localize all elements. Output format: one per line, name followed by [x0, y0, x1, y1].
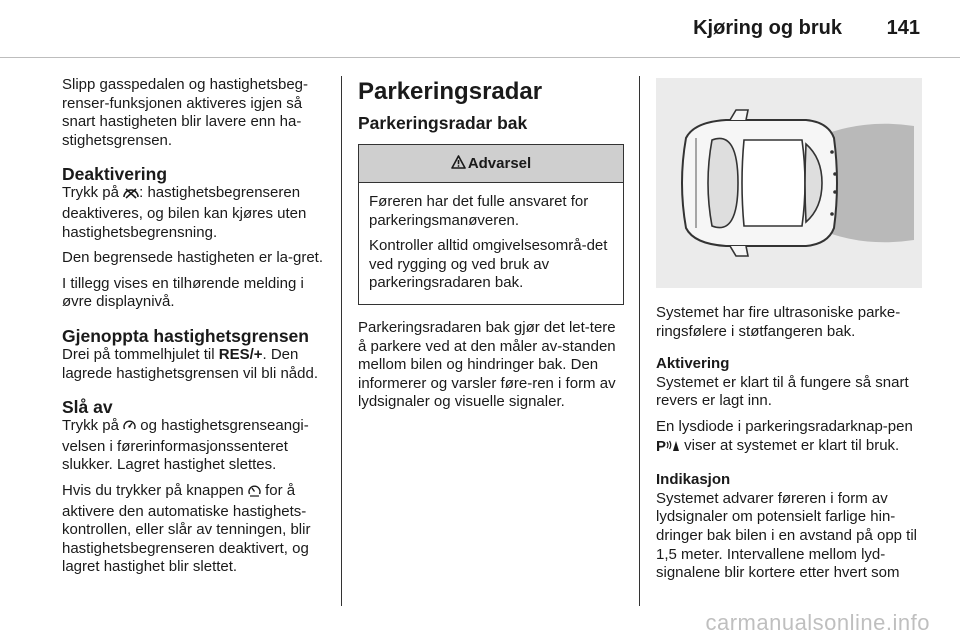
header-divider — [0, 57, 960, 58]
deactivate-paragraph-1: Trykk på : hastighetsbegrenseren deaktiveres, og bilen kan kjøres uten hastighetsbegrensning. — [62, 184, 307, 241]
speed-limiter-icon — [123, 419, 136, 438]
off-paragraph-2: Hvis du trykker på knappen for å aktivere den automatiske hastighets-kontrollen, eller slår av tenningen, blir hastighetsbegrenseren deaktivert, og lagret hastighet blir slettet. — [62, 481, 311, 576]
heading-indication: Indikasjon — [656, 471, 731, 489]
watermark: carmanualsonline.info — [705, 610, 930, 635]
warning-paragraph-2: Kontroller alltid omgivelsesområ-det ved rygging og ved bruk av parkeringsradaren bak. — [369, 237, 608, 292]
column-divider-1 — [341, 76, 342, 606]
sensors-paragraph: Systemet har fire ultrasoniske parke-ringsfølere i støtfangeren bak. — [656, 304, 901, 340]
heading-deactivate: Deaktivering — [62, 164, 168, 185]
column-right — [656, 76, 924, 590]
page-header — [0, 0, 960, 58]
warning-paragraph-1: Føreren har det fulle ansvaret for parkeringsmanøveren. — [369, 193, 589, 229]
page-number: 141 — [886, 17, 920, 39]
deactivate-paragraph-2: Den begrensede hastigheten er la-gret. — [62, 249, 324, 267]
main-heading-parking-radar: Parkeringsradar — [358, 78, 543, 105]
intro-paragraph: Slipp gasspedalen og hastighetsbeg-renser-funksjonen aktiveres igjen så snart hastigheten blir lavere enn ha-stighetsgrensen. — [62, 76, 309, 149]
indication-paragraph: Systemet advarer føreren i form av lydsignaler om potensielt farlige hin-dringer bak bilen i en avstand på opp til 1,5 meter. Intervallene mellom lyd-signalene blir kortere etter hvert som — [656, 489, 918, 582]
speed-limiter-off-icon — [123, 186, 139, 205]
svg-text:P: P — [656, 437, 667, 452]
section-title: Kjøring og bruk — [693, 17, 842, 39]
warning-box — [358, 144, 624, 305]
heading-off: Slå av — [62, 397, 113, 418]
parking-radar-icon — [656, 438, 680, 458]
resume-paragraph: Drei på tommelhjulet til RES/+. Den lagrede hastighetsgrensen vil bli nådd. — [62, 345, 319, 382]
warning-label: Advarsel — [467, 155, 532, 172]
warning-triangle-icon — [451, 155, 466, 173]
off-paragraph-1: Trykk på og hastighetsgrenseangi-velsen i førerinformasjonssenteret slukker. Lagret hastighet slettes. — [62, 417, 309, 474]
warning-header — [359, 145, 623, 183]
column-middle — [358, 76, 624, 419]
warning-body — [359, 183, 623, 304]
deactivate-paragraph-3: I tillegg vises en tilhørende melding i øvre displaynivå. — [62, 274, 304, 311]
column-left — [62, 76, 330, 584]
heading-activation: Aktivering — [656, 355, 730, 373]
radar-description-paragraph: Parkeringsradaren bak gjør det let-tere å parkere ved at den måler av-standen mellom bilen og hindringer bak. Den informerer og varsler føre-ren i form av lydsignaler og visuelle signaler. — [358, 318, 616, 411]
heading-resume: Gjenoppta hastighetsgrensen — [62, 325, 309, 346]
activation-paragraph-2: En lysdiode i parkeringsradarknap-pen P viser at systemet er klart til bruk. — [656, 418, 924, 457]
subheading-rear-parking-radar: Parkeringsradar bak — [358, 113, 528, 133]
column-divider-2 — [639, 76, 640, 606]
car-rear-sensor-illustration — [656, 78, 922, 288]
activation-paragraph-1: Systemet er klart til å fungere så snart revers er lagt inn. — [656, 373, 909, 410]
cruise-control-icon — [248, 484, 261, 503]
